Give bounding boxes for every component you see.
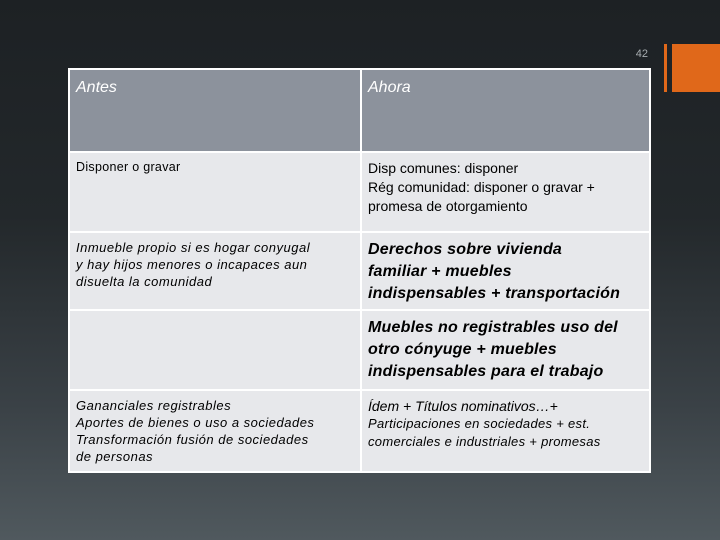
accent-bar-thin <box>664 44 667 92</box>
row4-ahora-line: Ídem + Títulos nominativos…+ <box>368 398 558 414</box>
row2-ahora-line: Derechos sobre vivienda <box>368 241 563 258</box>
table-row <box>69 390 650 472</box>
table-row <box>69 232 650 310</box>
row2-antes-line: y hay hijos menores o incapaces aun <box>76 257 308 272</box>
row3-ahora <box>361 310 650 390</box>
row4-antes <box>69 390 361 472</box>
header-antes: Antes <box>69 69 361 152</box>
row1-ahora <box>361 152 650 232</box>
row4-ahora <box>361 390 650 472</box>
row3-antes <box>69 310 361 390</box>
row4-antes-line: Gananciales registrables <box>76 398 232 413</box>
row3-ahora-line: indispensables para el trabajo <box>368 363 604 380</box>
table-row <box>69 152 650 232</box>
row2-antes-line: Inmueble propio si es hogar conyugal <box>76 240 311 255</box>
slide-number: 42 <box>635 48 648 60</box>
row4-antes-line: de personas <box>76 449 154 464</box>
row4-antes-line: Aportes de bienes o uso a sociedades <box>76 415 315 430</box>
row3-ahora-line: Muebles no registrables uso del <box>368 319 618 336</box>
table-header-row <box>69 69 650 152</box>
header-ahora: Ahora <box>361 69 650 152</box>
row4-antes-line: Transformación fusión de sociedades <box>76 432 309 447</box>
comparison-table <box>68 68 651 473</box>
row2-antes <box>69 232 361 310</box>
row4-ahora-line: comerciales e industriales + promesas <box>368 434 601 449</box>
row2-ahora <box>361 232 650 310</box>
row2-ahora-line: indispensables + transportación <box>368 285 621 302</box>
row1-ahora-line: promesa de otorgamiento <box>368 198 528 214</box>
row3-ahora-line: otro cónyuge + muebles <box>368 341 557 358</box>
row2-antes-line: disuelta la comunidad <box>76 274 213 289</box>
row4-ahora-line: Participaciones en sociedades + est. <box>368 416 591 431</box>
table-row <box>69 310 650 390</box>
row1-antes: Disponer o gravar <box>69 152 361 232</box>
row1-ahora-line: Rég comunidad: disponer o gravar + <box>368 179 595 195</box>
row1-ahora-line: Disp comunes: disponer <box>368 160 519 176</box>
accent-bar-thick <box>672 44 720 92</box>
row2-ahora-line: familiar + muebles <box>368 263 512 280</box>
